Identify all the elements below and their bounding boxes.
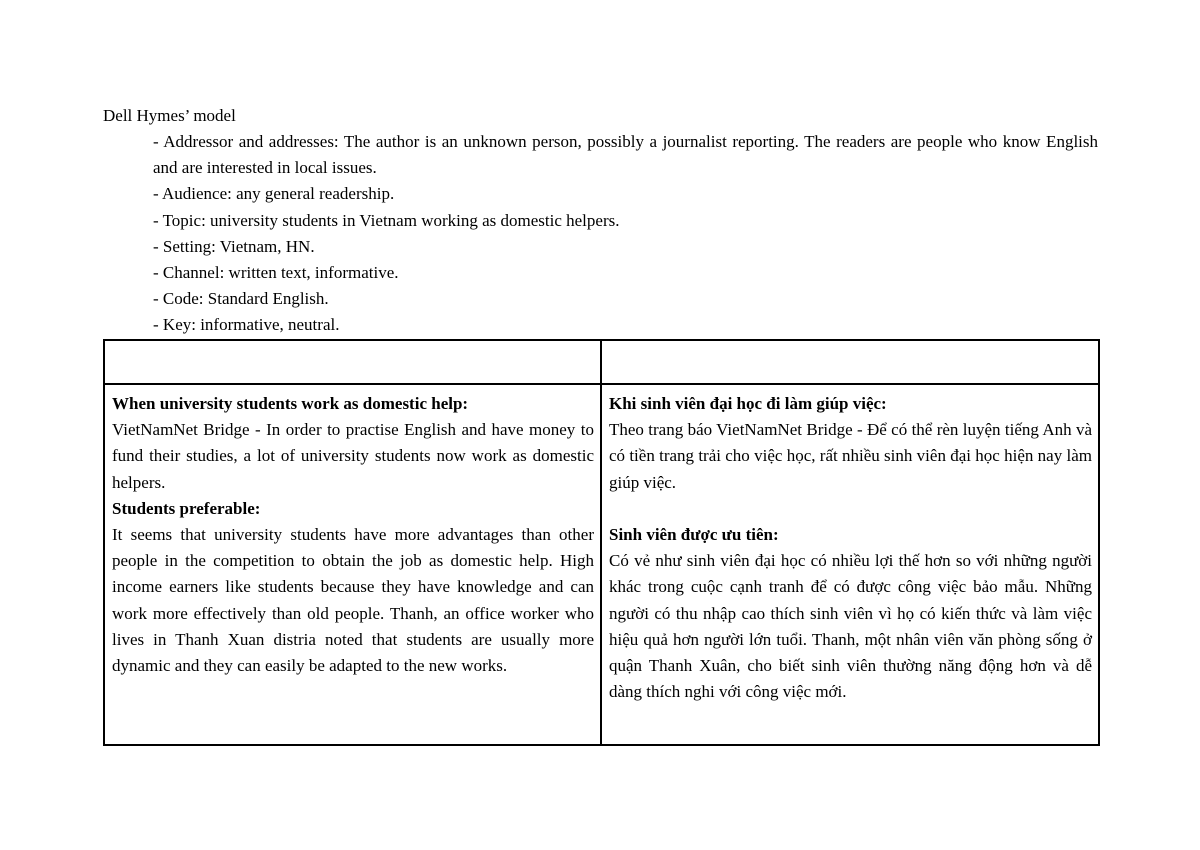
english-subheading: Students preferable: [112, 498, 261, 518]
model-item-setting: - Setting: Vietnam, HN. [153, 236, 315, 256]
model-item-key: - Key: informative, neutral. [153, 315, 340, 335]
model-item-audience: - Audience: any general readership. [153, 184, 395, 204]
english-intro: VietNamNet Bridge - In order to practise English and have money to fund their studies, a lot of university students now work as domestic helpers. [112, 420, 594, 492]
vietnamese-title: Khi sinh viên đại học đi làm giúp việc: [609, 394, 887, 413]
english-title: When university students work as domestic help: [112, 394, 469, 413]
english-body: It seems that university students have more advantages than other people in the competition to obtain the job as domestic help. High income earners like students because they have knowledge and can work more effectively than old people. Thanh, an office worker who lives in Thanh Xuan distria noted that students are usually more dynamic and they can easily be adapted to the new works. [112, 525, 594, 676]
vietnamese-cell [601, 384, 1099, 745]
model-item-channel: - Channel: written text, informative. [153, 263, 399, 283]
model-item-addressor: - Addressor and addresses: The author is an unknown person, possibly a journalist reporting. The readers are people who know English and are interested in local issues. [153, 132, 1098, 178]
empty-header-cell-english [104, 340, 601, 384]
english-cell [104, 384, 601, 745]
table-header-row [104, 340, 1099, 384]
empty-header-cell-vietnamese [601, 340, 1099, 384]
table-content-row [104, 384, 1099, 745]
paragraph-gap [609, 496, 1092, 522]
vietnamese-intro: Theo trang báo VietNamNet Bridge - Để có thể rèn luyện tiếng Anh và có tiền trang trải cho việc học, rất nhiều sinh viên đại học hiện nay làm giúp việc. [609, 420, 1092, 492]
model-item-topic: - Topic: university students in Vietnam working as domestic helpers. [153, 210, 620, 230]
model-list [153, 129, 1098, 339]
model-item-code: - Code: Standard English. [153, 289, 329, 309]
vietnamese-body: Có vẻ như sinh viên đại học có nhiều lợi thế hơn so với những người khác trong cuộc cạnh tranh để có được công việc bảo mẫu. Những người có thu nhập cao thích sinh viên vì họ có kiến thức và làm việc hiệu quả hơn người lớn tuổi. Thanh, một nhân viên văn phòng sống ở quận Thanh Xuân, cho biết sinh viên thường năng động hơn và dễ dàng thích nghi với công việc mới. [609, 551, 1092, 702]
translation-table [103, 339, 1100, 746]
vietnamese-subheading: Sinh viên được ưu tiên: [609, 525, 779, 544]
model-heading: Dell Hymes’ model [103, 106, 236, 125]
